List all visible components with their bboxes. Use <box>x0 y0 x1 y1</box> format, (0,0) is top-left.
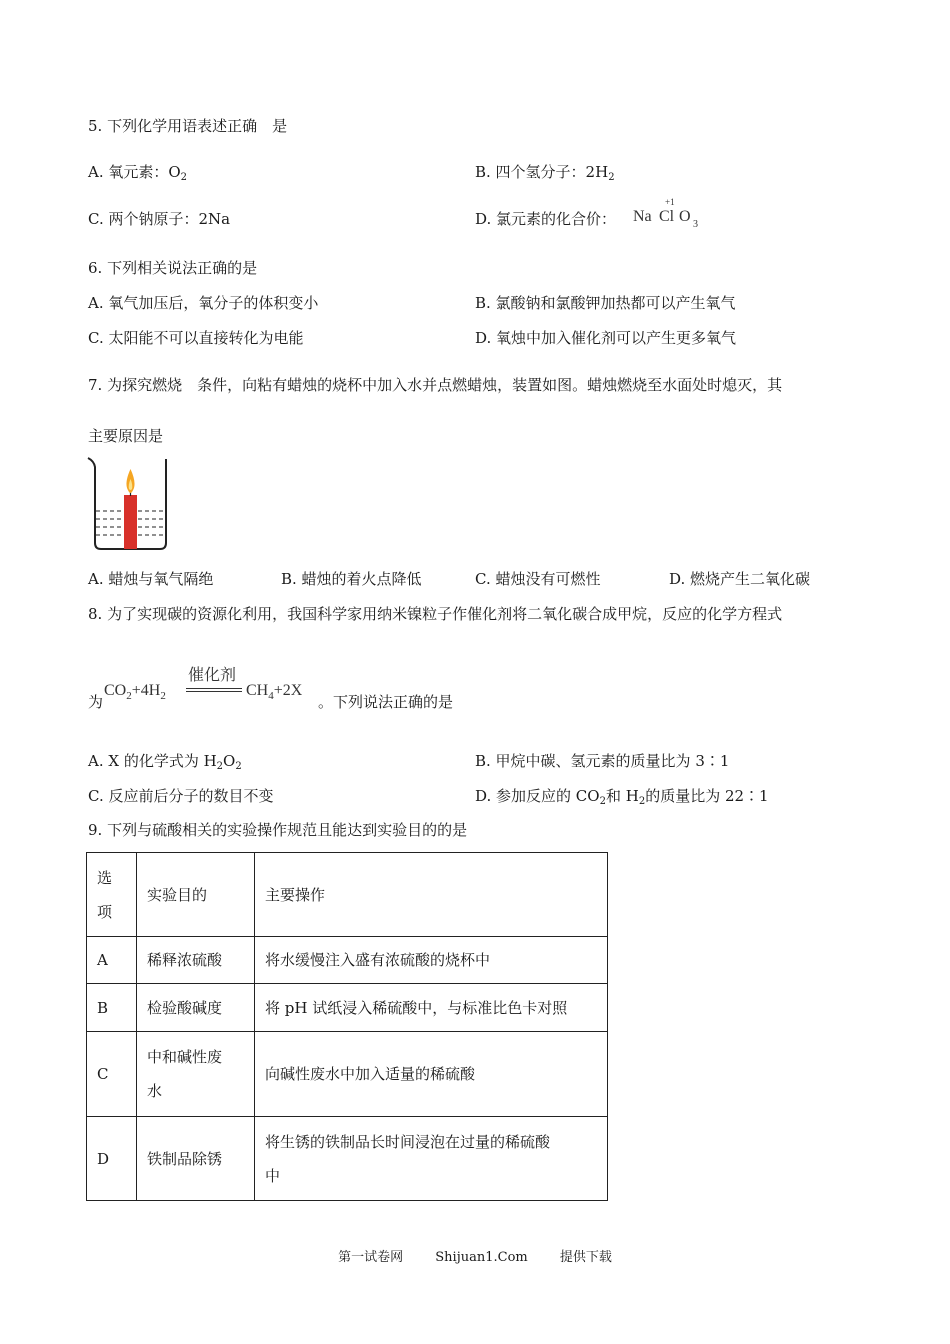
cell-option: D <box>87 1117 137 1201</box>
cell-option: B <box>87 984 137 1032</box>
cell-purpose: 稀释浓硫酸 <box>137 937 255 984</box>
cell-operation: 将水缓慢注入盛有浓硫酸的烧杯中 <box>255 937 608 984</box>
cell-operation: 向碱性废水中加入适量的稀硫酸 <box>255 1032 608 1117</box>
footer-site-link[interactable]: Shijuan1.Com <box>435 1250 528 1265</box>
q6-stem: 6. 下列相关说法正确的是 <box>88 259 258 277</box>
table-row <box>87 984 608 1032</box>
q8-option-b: B. 甲烷中碳、氢元素的质量比为 3∶1 <box>475 752 730 770</box>
header-option: 选 项 <box>87 853 137 937</box>
candle <box>124 495 137 549</box>
q8-chemical-equation: $CO_2+4H_2$ 催化剂 $CH_4+2X$ <box>104 665 303 702</box>
q7-option-d: D. 燃烧产生二氧化碳 <box>669 570 811 588</box>
q8-stem-prefix: 为 <box>88 693 104 711</box>
q8-option-a: A. X 的化学式为 $H_2O_2$ <box>88 752 242 772</box>
page-footer <box>0 1246 950 1265</box>
q7-option-b: B. 蜡烛的着火点降低 <box>281 570 422 588</box>
q8-stem-suffix: 。下列说法正确的是 <box>318 693 454 711</box>
q6-option-c: C. 太阳能不可以直接转化为电能 <box>88 329 304 347</box>
q8-option-d: D. 参加反应的 $CO_2$和 $H_2$的质量比为 22∶1 <box>475 787 769 807</box>
q8-option-c: C. 反应前后分子的数目不变 <box>88 787 274 805</box>
q9-table <box>86 852 608 1201</box>
q7-option-a: A. 蜡烛与氧气隔绝 <box>88 570 214 588</box>
q9-stem: 9. 下列与硫酸相关的实验操作规范且能达到实验目的的是 <box>88 821 468 839</box>
table-row <box>87 1117 608 1201</box>
cell-option: A <box>87 937 137 984</box>
q5-option-b: B. 四个氢分子：$2H_2$ <box>475 163 615 183</box>
q5-stem: 5. 下列化学用语表述正确 是 <box>88 117 288 135</box>
header-operation: 主要操作 <box>255 853 608 937</box>
q8-stem-line1: 8. 为了实现碳的资源化利用，我国科学家用纳米镍粒子作催化剂将二氧化碳合成甲烷，反应的化学方程式 <box>88 605 783 623</box>
q5-option-c: C. 两个钠原子：2Na <box>88 210 231 228</box>
q6-option-b: B. 氯酸钠和氯酸钾加热都可以产生氧气 <box>475 294 736 312</box>
table-row <box>87 937 608 984</box>
cell-purpose: 铁制品除锈 <box>137 1117 255 1201</box>
q6-option-d: D. 氧烛中加入催化剂可以产生更多氧气 <box>475 329 737 347</box>
q5-option-a: A. 氧元素：$O_2$ <box>88 163 188 183</box>
q7-option-c: C. 蜡烛没有可燃性 <box>475 570 601 588</box>
equation-equals-line <box>186 691 242 692</box>
equation-equals-line <box>186 688 242 689</box>
cell-operation: 将 pH 试纸浸入稀硫酸中，与标准比色卡对照 <box>255 984 608 1032</box>
q5-option-d: D. 氯元素的化合价： <box>475 210 617 228</box>
table-row <box>87 1032 608 1117</box>
cell-purpose: 中和碱性废 水 <box>137 1032 255 1117</box>
footer-note: 提供下载 <box>559 1250 612 1265</box>
q7-stem-line1: 7. 为探究燃烧 条件，向粘有蜡烛的烧杯中加入水并点燃蜡烛，装置如图。蜡烛燃烧至水面处时熄灭，其 <box>88 376 783 394</box>
q6-option-a: A. 氧气加压后，氧分子的体积变小 <box>88 294 319 312</box>
header-purpose: 实验目的 <box>137 853 255 937</box>
q5-valence-formula: +1 Na Cl O 3 <box>633 197 698 230</box>
cell-operation: 将生锈的铁制品长时间浸泡在过量的稀硫酸 中 <box>255 1117 608 1201</box>
footer-site-name: 第一试卷网 <box>338 1250 404 1265</box>
beaker-candle-figure <box>86 455 172 553</box>
cell-purpose: 检验酸碱度 <box>137 984 255 1032</box>
q7-stem-line2: 主要原因是 <box>88 427 164 445</box>
cell-option: C <box>87 1032 137 1117</box>
table-header-row <box>87 853 608 937</box>
